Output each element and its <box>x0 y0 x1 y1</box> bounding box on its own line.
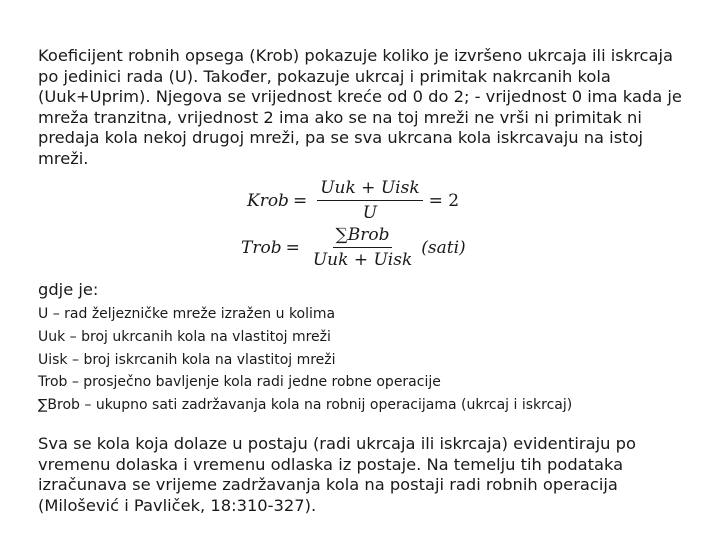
formula-equals: = <box>285 237 300 258</box>
formula-denominator: Uuk + Uisk <box>312 250 413 270</box>
formula-unit: (sati) <box>421 237 466 258</box>
definition-item: Uuk – broj ukrcanih kola na vlastitoj mreži <box>38 328 331 345</box>
formula-numerator: ∑Brob <box>333 225 393 248</box>
definitions-list <box>38 303 572 417</box>
krob-formula <box>247 178 459 223</box>
definition-item: Uisk – broj iskrcanih kola na vlastitoj mreži <box>38 351 336 368</box>
formula-denominator: U <box>362 203 378 223</box>
definition-item: Trob – prosječno bavljenje kola radi jedne robne operacije <box>38 374 441 391</box>
formula-lhs: Krob <box>247 190 289 211</box>
formula-fraction <box>310 225 415 270</box>
intro-paragraph: Koeficijent robnih opsega (Krob) pokazuje koliko je izvršeno ukrcaja ili iskrcaja po jedinici rada (U). Također, pokazuje ukrcaj i primitak nakrcanih kola (Uuk+Uprim). Njegova se vrijednost kreće od 0 do 2; - vrijednost 0 ima kada je mreža tranzitna, vrijednost 2 ima ako se na toj mreži ne vrši ni primitak ni predaja kola nekoj drugoj mreži, pa se sva ukrcana kola iskrcavaju na istoj mreži. <box>38 46 682 168</box>
formula-fraction <box>317 178 422 223</box>
where-title: gdje je: <box>38 280 99 299</box>
closing-paragraph: Sva se kola koja dolaze u postaju (radi ukrcaja ili iskrcaja) evidentiraju po vremenu dolaska i vremenu odlaska iz postaje. Na temelju tih podataka izračunava se vrijeme zadržavanja kola na postaji radi robnih operacija (Milošević i Pavliček, 18:310-327). <box>38 434 636 515</box>
definition-item: U – rad željezničke mreže izražen u kolima <box>38 306 336 322</box>
definition-item: ∑Brob – ukupno sati zadržavanja kola na robnij operacijama (ukrcaj i iskrcaj) <box>38 397 573 414</box>
formula-lhs: Trob <box>241 237 282 258</box>
trob-formula <box>241 225 466 270</box>
formula-numerator: Uuk + Uisk <box>317 178 422 201</box>
formula-rhs: = 2 <box>428 190 460 211</box>
formula-equals: = <box>292 190 308 211</box>
